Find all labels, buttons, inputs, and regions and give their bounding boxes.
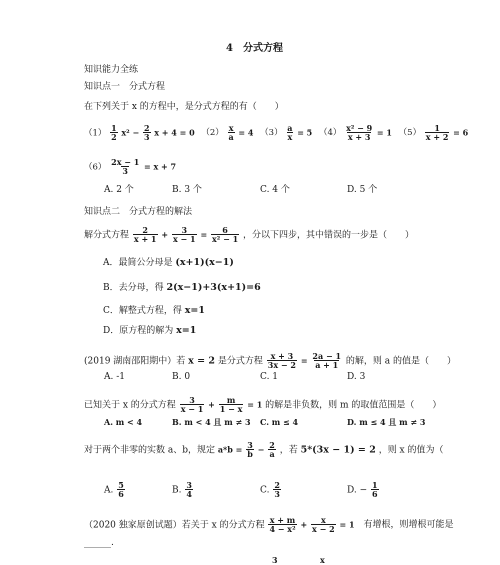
q6-answer-blank: ______. [84,538,114,548]
q4-choice-b: B. m < 4 且 m ≠ 3 [172,417,251,427]
option-6-label: （6） [84,162,107,173]
option-5-label: （5） [398,128,422,139]
option-2-fraction: $\frac{x}{a}$ [228,123,234,143]
q2-option-b [103,283,261,293]
q3-mid: 是分式方程 [217,356,263,367]
option-1-expr-b: x + 4 = 0 [154,127,195,138]
q5-minus: − [257,444,265,455]
q5-choice-d-label: D. − [347,485,368,496]
q5-choice-c-fraction: $\frac{2}{3}$ [274,480,280,500]
question-1-stem: 在下列关于 x 的方程中，是分式方程的有（ ） [84,102,284,112]
q5-choice-b-fraction: $\frac{3}{4}$ [186,480,192,500]
option-1-fraction-2: $\frac{2}{3}$ [143,123,150,143]
option-1-expr-a: x² − [121,127,142,138]
q1-choice-b: B. 3 个 [172,185,202,195]
q5-tail: ，则 x 的值为（ [378,445,444,456]
q2-option-a [103,258,234,268]
q4-fraction-2: $\frac{m}{1 - x}$ [219,395,243,415]
q5-choice-a-fraction: $\frac{5}{6}$ [118,480,124,500]
q6-lead: （2020 独家原创试题）若关于 x 的分式方程 [84,520,265,531]
q5-choice-d [347,481,380,499]
q3-choice-d: D. 3 [347,372,366,382]
q2-option-d [103,326,196,336]
option-3-label: （3） [260,128,283,139]
q2-option-b-text: B．去分母，得 [103,283,164,293]
option-6-fraction: $\frac{2x - 1}{3}$ [111,157,140,177]
q4-choice-c: C. m ≤ 4 [260,417,299,427]
question-2-stem [84,226,414,244]
q5-choice-a-label: A. [104,485,114,496]
option-3-fraction: $\frac{a}{x}$ [287,123,293,143]
q5-lead: 对于两个非零的实数 a、b，规定 [84,445,215,456]
q4-choice-a: A. m < 4 [104,417,143,427]
q1-choice-a: A. 2 个 [104,185,134,195]
q6-plus: + [300,519,308,530]
q5-condition: 5*(3x − 1) = 2 [300,444,376,456]
q2-fraction-1: $\frac{2}{x + 1}$ [133,225,157,245]
q2-option-c-expr: x=1 [184,305,205,316]
q1-choice-c: C. 4 个 [260,185,290,195]
q2-option-d-expr: x=1 [176,325,197,336]
q4-fraction-1: $\frac{3}{x - 1}$ [180,395,204,415]
q3-tail: 的解，则 a 的值是（ ） [345,356,456,367]
q6-tail: 有增根，则增根可能是 [363,520,454,531]
option-1-label: （1） [84,128,107,139]
option-4-label: （4） [318,128,342,139]
q2-option-a-text: A．最简公分母是 [103,258,173,268]
option-1-fraction: $\frac{1}{2}$ [111,123,117,143]
topic-heading-1: 知识点一 分式方程 [84,82,166,92]
q6-fraction-1: $\frac{x + m}{\text{4 − x²}}$ [269,515,296,535]
q5-choice-d-fraction: $\frac{1}{6}$ [372,480,378,500]
question-1-options-row [84,124,468,142]
question-5-stem [84,441,444,459]
q2-option-c-text: C．解整式方程，得 [103,306,182,316]
option-5-expr: = 6 [453,127,469,138]
section-heading: 知识能力全练 [84,65,139,75]
option-5-fraction: $\frac{1}{x + 2}$ [425,123,449,143]
q2-tail: ，分以下四步，其中错误的一步是（ ） [243,230,415,241]
q6-fraction-2: $\frac{x}{x - 2}$ [312,515,335,535]
question-1-option-6 [84,158,176,176]
q5-choice-b-label: B. [172,485,182,496]
page-title: 4 分式方程 [226,43,283,54]
option-4-expr: = 1 [376,127,392,138]
option-3-expr: = 5 [297,127,313,138]
q5-def-fraction-1: $\frac{3}{b}$ [247,440,253,460]
q3-equals: = [300,355,308,366]
option-2-label: （2） [201,128,224,139]
q4-lead: 已知关于 x 的分式方程 [84,400,176,411]
q2-fraction-2: $\frac{3}{x - 1}$ [172,225,196,245]
q2-plus: + [161,229,169,240]
q3-choice-b: B. 0 [172,372,191,382]
question-3-stem [84,352,456,370]
question-4-stem [84,396,441,414]
q4-plus: + [208,399,215,410]
q2-option-d-text: D．原方程的解为 [103,326,174,336]
q3-fraction-1: $\frac{x + 3}{3x - 2}$ [267,351,296,371]
q3-condition: x = 2 [188,355,216,367]
option-6-expr: = x + 7 [144,161,177,172]
option-4-fraction: $\frac{\text{x² − 9}}{x + 3}$ [346,123,373,143]
q4-equals: = 1 [247,399,263,410]
q5-choice-c [260,481,282,499]
q5-mid: ，若 [279,445,298,456]
q4-tail: 的解是非负数，则 m 的取值范围是（ ） [265,400,442,411]
q5-definition-lhs: a*b = [217,444,243,455]
q2-equals: = [200,229,208,240]
q7-partial-numerator-1: 3 [272,555,278,565]
q5-choice-b [172,481,194,499]
q3-choice-c: C. 1 [260,372,279,382]
q2-lead: 解分式方程 [84,230,130,241]
q2-option-c [103,306,205,316]
q2-option-b-expr: 2(x−1)+3(x+1)=6 [166,282,261,293]
q2-option-a-expr: (x+1)(x−1) [175,257,234,268]
question-6-stem [84,516,453,534]
q4-choice-d: D. m ≤ 4 且 m ≠ 3 [347,417,426,427]
q3-fraction-2: $\frac{2a - 1}{a + 1}$ [312,351,342,371]
q2-fraction-3: $\frac{6}{\text{x² − 1}}$ [212,225,239,245]
q5-choice-c-label: C. [260,485,270,496]
q3-choice-a: A. -1 [104,372,125,382]
q1-choice-d: D. 5 个 [347,185,378,195]
q7-partial-numerator-2: x [320,555,325,565]
q5-def-fraction-2: $\frac{2}{a}$ [269,440,275,460]
topic-heading-2: 知识点二 分式方程的解法 [84,207,193,217]
option-2-expr: = 4 [238,127,254,138]
q6-equals: = 1 [339,519,355,530]
q5-choice-a [104,481,126,499]
q3-lead: (2019 湖南邵阳期中）若 [84,356,186,367]
